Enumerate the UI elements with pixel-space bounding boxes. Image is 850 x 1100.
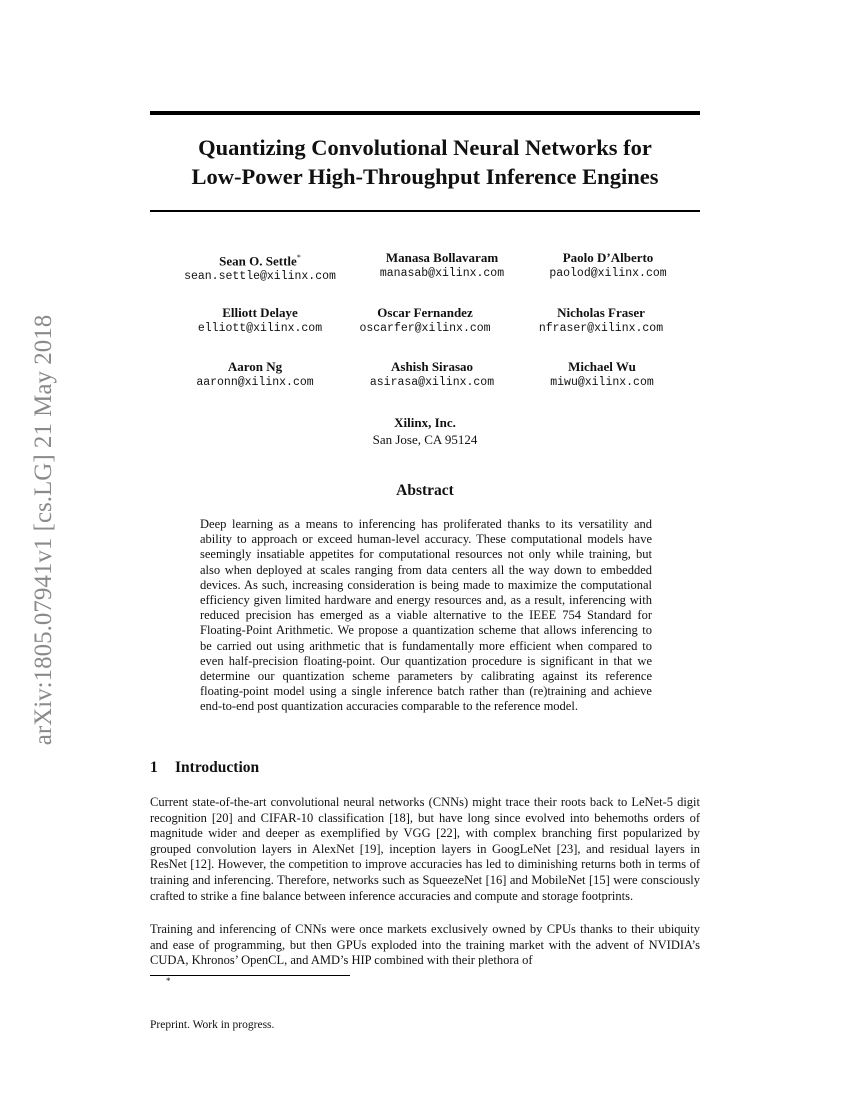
section-number: 1 bbox=[150, 759, 158, 776]
author-email: miwu@xilinx.com bbox=[550, 376, 654, 389]
paper-title bbox=[150, 133, 700, 191]
affiliation-location: San Jose, CA 95124 bbox=[372, 432, 478, 447]
abstract-heading: Abstract bbox=[396, 482, 454, 499]
author-email: aaronn@xilinx.com bbox=[196, 376, 314, 389]
author-name: Oscar Fernandez bbox=[377, 305, 473, 320]
author-email: elliott@xilinx.com bbox=[197, 322, 323, 335]
footnote-mark: * bbox=[166, 976, 171, 986]
author-name: Sean O. Settle* bbox=[219, 253, 301, 269]
author-block bbox=[492, 359, 712, 390]
section-title: Introduction bbox=[175, 759, 260, 776]
affiliation bbox=[300, 415, 550, 447]
title-rule-top bbox=[150, 111, 700, 115]
footnote-rule bbox=[150, 975, 350, 976]
author-email: asirasa@xilinx.com bbox=[369, 376, 495, 389]
author-email: sean.settle@xilinx.com bbox=[184, 270, 336, 284]
footer-note: Preprint. Work in progress. bbox=[150, 1019, 275, 1031]
body-paragraph: Current state-of-the-art convolutional neural networks (CNNs) might trace their roots back to LeNet-5 digit recognition [20] and CIFAR-10 classification [18], but have long since evolved into behemoths orders of magnitude wider and deeper as exemplified by VGG [22], with complex branching first popularized by grouped convolution layers in AlexNet [19], inception layers in GoogLeNet [23], and residual layers in ResNet [12]. However, the competition to improve accuracies has led to diminishing returns both in terms of training and inferencing. Therefore, networks such as SqueezeNet [16] and MobileNet [15] were consciously crafted to strike a fine balance between inference accuracies and compute and storage footprints. bbox=[150, 795, 700, 903]
title-line-2: Low-Power High-Throughput Inference Engines bbox=[191, 164, 659, 189]
affiliation-org: Xilinx, Inc. bbox=[394, 415, 456, 430]
title-line-1: Quantizing Convolutional Neural Networks for bbox=[198, 135, 652, 160]
author-name: Elliott Delaye bbox=[222, 305, 298, 320]
arxiv-identifier: arXiv:1805.07941v1 [cs.LG] 21 May 2018 bbox=[30, 314, 57, 746]
author-name: Manasa Bollavaram bbox=[385, 250, 499, 265]
author-name: Ashish Sirasao bbox=[391, 359, 473, 374]
author-block bbox=[498, 250, 718, 281]
section-heading bbox=[150, 759, 700, 777]
author-name: Nicholas Fraser bbox=[557, 305, 645, 320]
author-name: Michael Wu bbox=[568, 359, 636, 374]
title-rule-bottom bbox=[150, 210, 700, 212]
author-name: Aaron Ng bbox=[227, 359, 283, 374]
author-email: oscarfer@xilinx.com bbox=[359, 322, 491, 335]
author-email: manasab@xilinx.com bbox=[379, 267, 505, 280]
abstract-text: Deep learning as a means to inferencing has proliferated thanks to its versatility and ability to approach or exceed human-level accuracy. These computational models have seemingly insatiable appetites for computational resources not only while training, but also when deployed at scales ranging from data centers all the way down to embedded devices. As such, increasing consideration is being made to maximize the computational efficiency given limited hardware and energy resources and, as a result, inferencing with reduced precision has emerged as a viable alternative to the IEEE 754 Standard for Floating-Point Arithmetic. We propose a quantization scheme that allows inferencing to be carried out using arithmetic that is fundamentally more efficient when compared to even half-precision floating-point. Our quantization procedure is significant in that we determine our quantization scheme parameters by calibrating against its reference floating-point model using a single inference batch rather than (re)training and achieve end-to-end post quantization accuracies comparable to the reference model. bbox=[200, 517, 652, 714]
author-block bbox=[491, 305, 711, 336]
author-email: nfraser@xilinx.com bbox=[538, 322, 664, 335]
author-email: paolod@xilinx.com bbox=[549, 267, 667, 280]
author-name: Paolo D’Alberto bbox=[562, 250, 654, 265]
body-paragraph: Training and inferencing of CNNs were once markets exclusively owned by CPUs thanks to their ubiquity and ease of programming, but then GPUs exploded into the training market with the advent of NVIDIA’s CUDA, Khronos’ OpenCL, and AMD’s HIP combined with their plethora of bbox=[150, 922, 700, 968]
author-footnote-mark: * bbox=[296, 253, 301, 262]
